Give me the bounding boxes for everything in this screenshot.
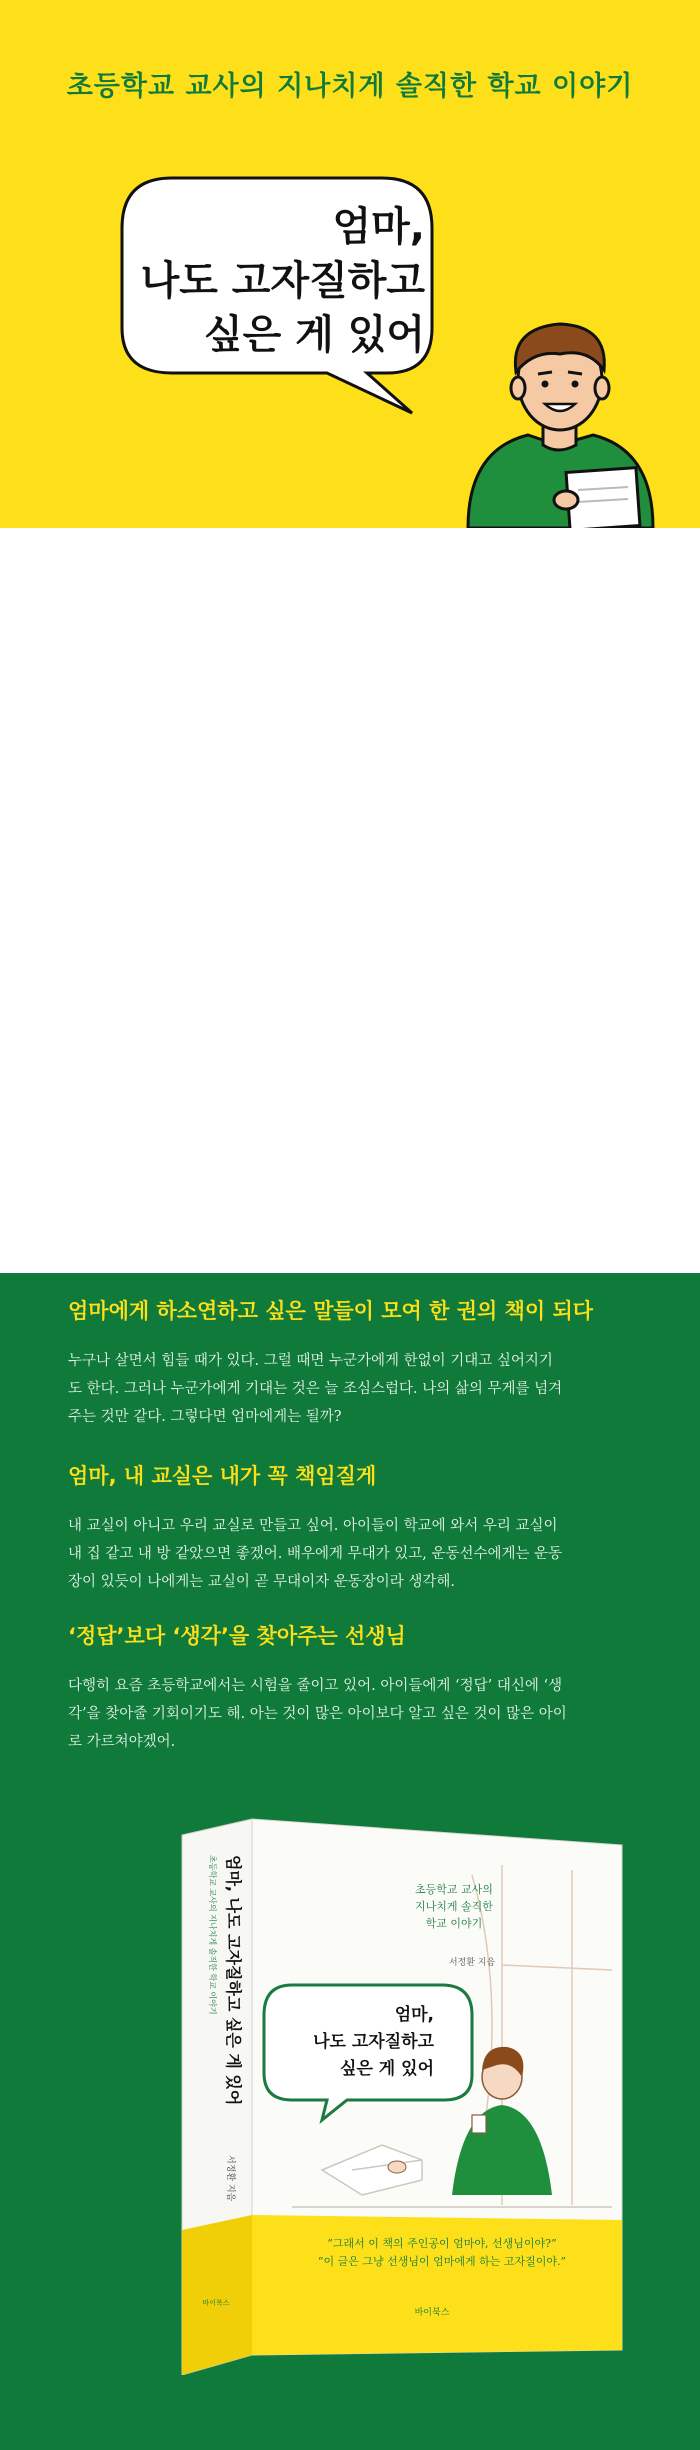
cover-subtitle-line: 지나치게 솔직한 [415, 1900, 493, 1913]
section-title: 엄마, 내 교실은 내가 꼭 책임질게 [68, 1464, 377, 1488]
section-body [68, 1512, 638, 1596]
cover-title-line: 나도 고자질하고 [313, 2032, 434, 2052]
hero-banner [0, 0, 700, 528]
dialogue-section [0, 528, 700, 1273]
intro-block-1 [68, 1295, 638, 1431]
section-body-line: 누구나 살면서 힘들 때가 있다. 그럴 때면 누군가에게 한없이 기대고 싶어지기 [68, 1353, 553, 1369]
section-body [68, 1347, 638, 1431]
speech-bubble-icon [264, 1985, 472, 2120]
section-body [68, 1672, 638, 1756]
cover-subtitle-line: 초등학교 교사의 [415, 1883, 493, 1896]
section-body-line: 주는 것만 같다. 그렇다면 엄마에게는 될까? [68, 1409, 342, 1425]
intro-block-2 [68, 1460, 638, 1596]
cover-subtitle-line: 학교 이야기 [425, 1917, 483, 1930]
intro-block-3 [68, 1620, 638, 1756]
band-quote: “이 글은 그냥 선생님이 엄마에게 하는 고자질이야.” [317, 2255, 567, 2268]
spine-author: 서정환 지음 [225, 2155, 235, 2202]
hero-title-line: 엄마, [332, 204, 425, 250]
book-cover-image [172, 1815, 652, 2375]
publisher-logo: 바이북스 [414, 2308, 450, 2318]
band-quote: “그래서 이 책의 주인공이 엄마야, 선생님이야?” [327, 2237, 557, 2250]
section-body-line: 다행히 요즘 초등학교에서는 시험을 줄이고 있어. 아이들에게 ‘정답’ 대신에 ‘생 [68, 1678, 563, 1694]
spine-subtitle: 초등학교 교사의 지나치게 솔직한 학교 이야기 [208, 1855, 217, 2015]
section-title: 엄마에게 하소연하고 싶은 말들이 모여 한 권의 책이 되다 [68, 1299, 594, 1323]
teacher-illustration-icon [448, 310, 668, 528]
cover-title-line: 싶은 게 있어 [340, 2059, 434, 2079]
section-body-line: 로 가르쳐야겠어. [68, 1734, 176, 1750]
hero-title-line: 싶은 게 있어 [203, 312, 425, 358]
hero-subtitle: 초등학교 교사의 지나치게 솔직한 학교 이야기 [66, 71, 634, 102]
spine-publisher: 바이북스 [202, 2299, 230, 2307]
section-body-line: 도 한다. 그러나 누군가에게 기대는 것은 늘 조심스럽다. 나의 삶의 무게를 넘겨 [68, 1381, 563, 1397]
hero-title-line: 나도 고자질하고 [140, 258, 425, 304]
section-body-line: 장이 있듯이 나에게는 교실이 곧 무대이자 운동장이라 생각해. [68, 1574, 456, 1590]
section-body-line: 각’을 찾아줄 기회이기도 해. 아는 것이 많은 아이보다 알고 싶은 것이 많은 아이 [68, 1706, 567, 1722]
section-body-line: 내 집 같고 내 방 같았으면 좋겠어. 배우에게 무대가 있고, 운동선수에게는 운동 [68, 1546, 563, 1562]
spine-title: 엄마, 나도 고자질하고 싶은 게 있어 [224, 1855, 243, 2106]
cover-title-line: 엄마, [394, 2005, 434, 2025]
section-body-line: 내 교실이 아니고 우리 교실로 만들고 싶어. 아이들이 학교에 와서 우리 교실이 [68, 1518, 558, 1534]
hero-title [120, 200, 425, 362]
cover-author: 서정환 지음 [448, 1958, 496, 1968]
section-title: ‘정답’보다 ‘생각’을 찾아주는 선생님 [68, 1624, 406, 1648]
